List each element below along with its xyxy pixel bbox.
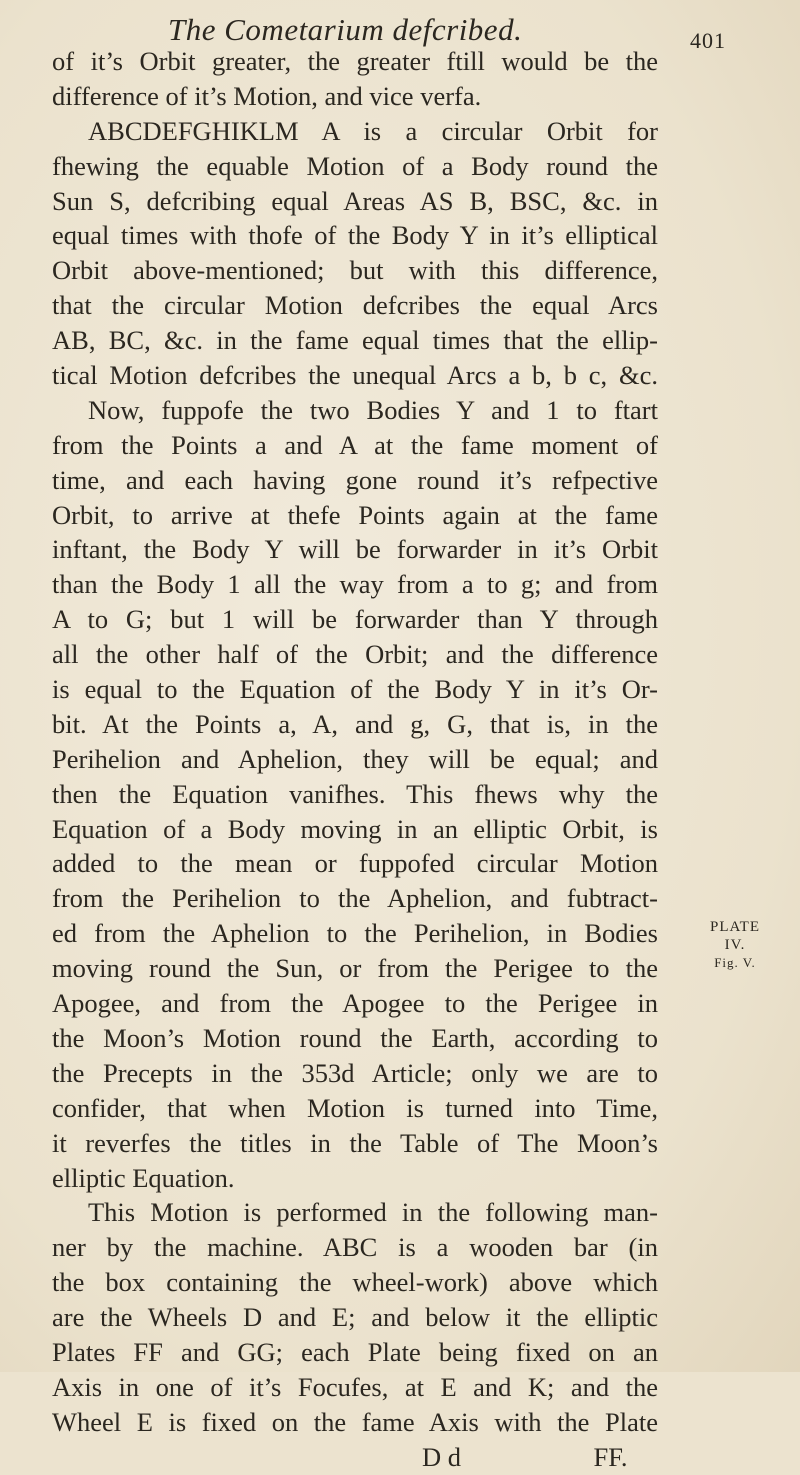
text-line: equal times with thofe of the Body Y in it’s elliptical: [52, 220, 658, 251]
text-line: are the Wheels D and E; and below it the elliptic: [52, 1302, 658, 1333]
text-line: Now, fuppofe the two Bodies Y and 1 to ftart: [88, 394, 658, 425]
plate-label: PLATE: [710, 919, 760, 935]
text-line: tical Motion defcribes the unequal Arcs a b, b c, &c.: [52, 360, 658, 391]
text-line: ABCDEFGHIKLM A is a circular Orbit for: [88, 115, 658, 146]
text-line: confider, that when Motion is turned into Time,: [52, 1092, 658, 1123]
page-header: [0, 8, 800, 53]
text-line: the Moon’s Motion round the Earth, according to: [52, 1022, 658, 1053]
text-line: Orbit, to arrive at thefe Points again at the fame: [52, 499, 658, 530]
text-line: Sun S, defcribing equal Areas AS B, BSC, &c. in: [52, 185, 658, 216]
text-line: Plates FF and GG; each Plate being fixed on an: [52, 1336, 658, 1367]
text-line: bit. At the Points a, A, and g, G, that is, in the: [52, 708, 658, 739]
text-line: from the Points a and A at the fame moment of: [52, 429, 658, 460]
text-line: from the Perihelion to the Aphelion, and fubtract-: [52, 883, 658, 914]
text-line: elliptic Equation.: [52, 1162, 235, 1193]
figure-reference: Fig. V.: [714, 955, 756, 970]
text-line: time, and each having gone round it’s refpective: [52, 464, 658, 495]
text-line: fhewing the equable Motion of a Body round the: [52, 150, 658, 181]
text-line: ed from the Aphelion to the Perihelion, in Bodies: [52, 918, 658, 949]
text-line: Perihelion and Aphelion, they will be equal; and: [52, 743, 658, 774]
text-line: AB, BC, &c. in the fame equal times that the ellip-: [52, 325, 658, 356]
text-line: Orbit above-mentioned; but with this difference,: [52, 255, 658, 286]
text-line: of it’s Orbit greater, the greater ftill would be the: [52, 46, 658, 76]
text-line: all the other half of the Orbit; and the difference: [52, 639, 658, 670]
text-line: difference of it’s Motion, and vice verfa.: [52, 80, 482, 111]
text-line: the Precepts in the 353d Article; only we are to: [52, 1057, 658, 1088]
text-line: the box containing the wheel-work) above which: [52, 1267, 658, 1298]
text-line: A to G; but 1 will be forwarder than Y through: [52, 604, 658, 635]
text-line: it reverfes the titles in the Table of The Moon’s: [52, 1127, 658, 1158]
text-line: Axis in one of it’s Focufes, at E and K; and the: [52, 1371, 658, 1402]
text-line: This Motion is performed in the following man-: [88, 1197, 658, 1228]
running-head: The Cometarium defcribed.: [168, 12, 523, 47]
text-line: Apogee, and from the Apogee to the Perigee in: [52, 988, 658, 1019]
text-line: Wheel E is fixed on the fame Axis with the Plate: [52, 1406, 658, 1437]
text-line: than the Body 1 all the way from a to g; and from: [52, 569, 658, 600]
text-line: Equation of a Body moving in an elliptic Orbit, is: [52, 813, 658, 844]
text-line: then the Equation vanifhes. This fhews why the: [52, 778, 658, 809]
page-number: 401: [690, 28, 726, 53]
text-line: is equal to the Equation of the Body Y in it’s Or-: [52, 674, 658, 705]
plate-number: IV.: [724, 937, 746, 953]
body-text: [52, 44, 658, 1475]
text-line: moving round the Sun, or from the Perigee to the: [52, 953, 658, 984]
text-line: that the circular Motion defcribes the equal Arcs: [52, 290, 658, 321]
signature-catchword: D d FF.: [422, 1441, 628, 1472]
margin-note-plate: [670, 918, 800, 972]
text-line: added to the mean or fuppofed circular Motion: [52, 848, 658, 879]
text-line: ner by the machine. ABC is a wooden bar (in: [52, 1232, 658, 1263]
text-line: inftant, the Body Y will be forwarder in it’s Orbit: [52, 534, 658, 565]
